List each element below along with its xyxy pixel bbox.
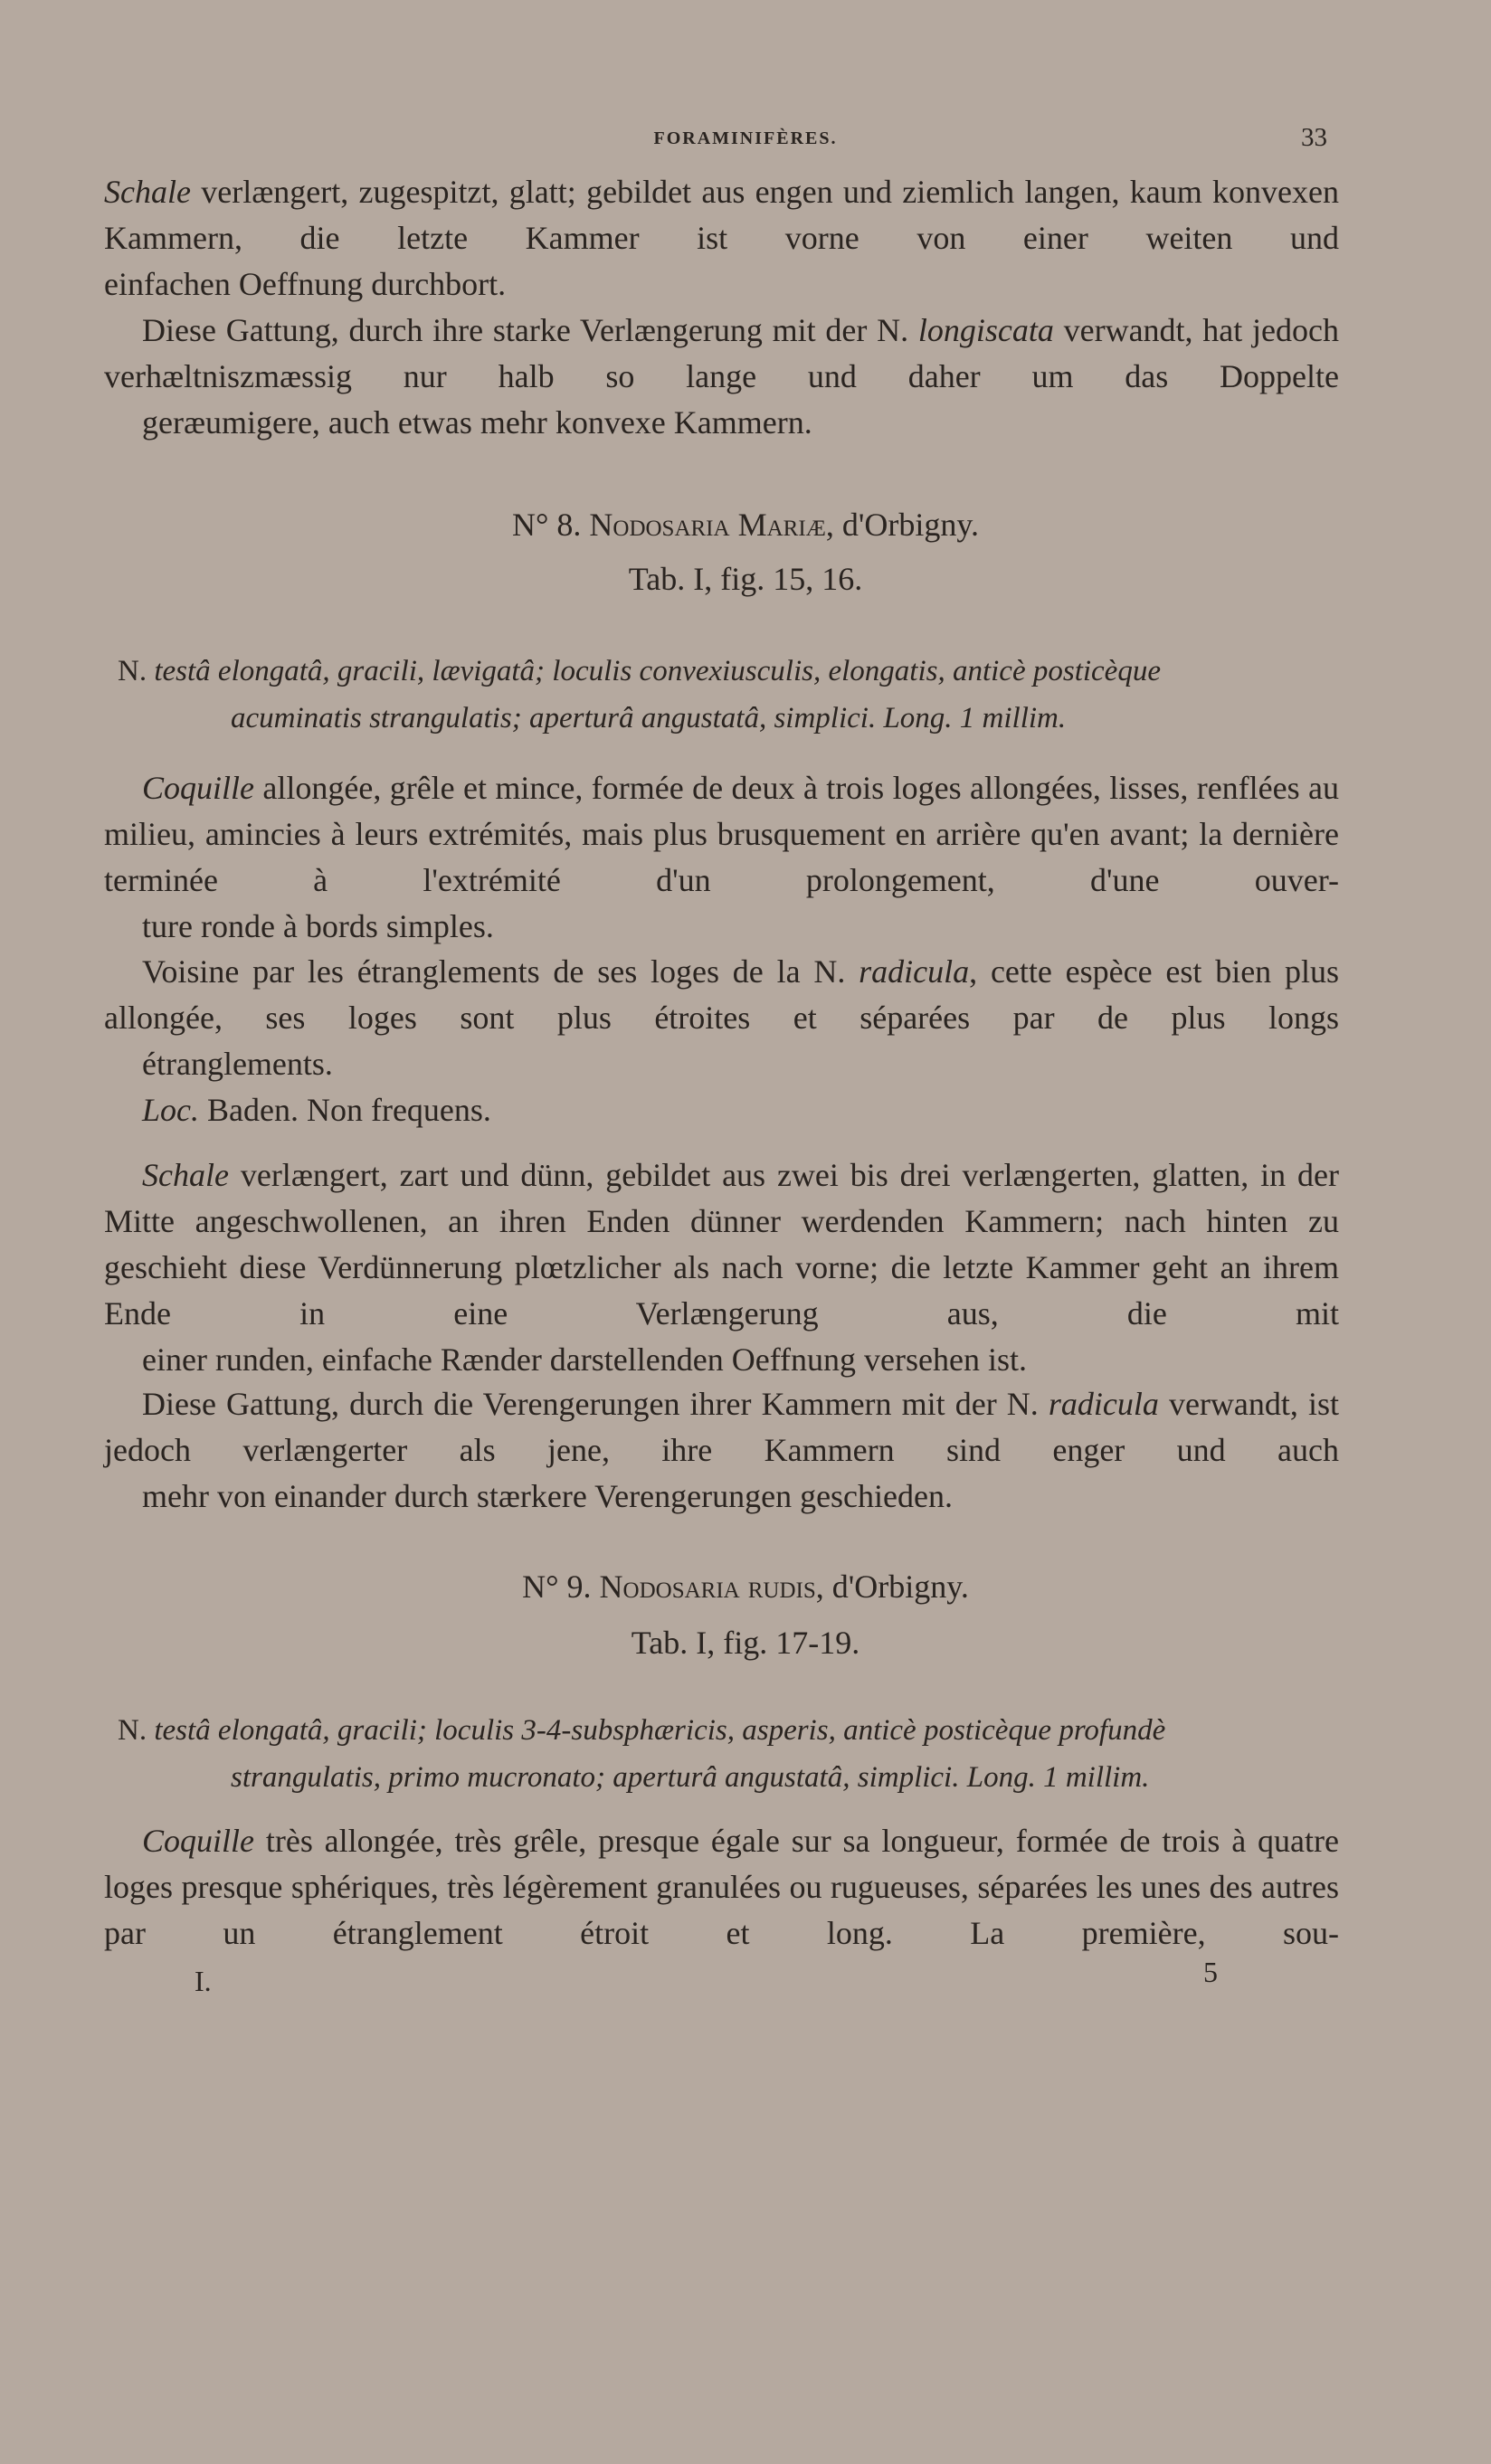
species-name: radicula bbox=[859, 953, 970, 990]
author-name: , d'Orbigny. bbox=[825, 507, 980, 543]
paragraph-last-line: einfachen Oeffnung durchbort. bbox=[104, 266, 507, 302]
locality-8 bbox=[104, 1087, 1339, 1133]
lead-word: Schale bbox=[142, 1157, 229, 1193]
paragraph-coquille-9 bbox=[104, 1818, 1339, 1957]
species-number: N° 8. bbox=[511, 507, 582, 543]
plate-reference-9: Tab. I, fig. 17-19. bbox=[631, 1625, 860, 1661]
locality-label: Loc. bbox=[142, 1092, 199, 1128]
paragraph-text: verwandt, ist jedoch verlængerter als jene, ihre Kammern sind enger und auch bbox=[104, 1386, 1339, 1468]
lead-word: Coquille bbox=[142, 1823, 254, 1859]
paragraph-schale-7 bbox=[104, 169, 1339, 308]
paragraph-text: très allongée, très grêle, presque égale sur sa longueur, formée de trois à quatre loges presque sphériques, très légèrement granulées ou rugueuses, séparées les unes des autres par un étranglement étroit et long. La première, sou- bbox=[104, 1823, 1339, 1951]
paragraph-text: verwandt, hat jedoch verhæltniszmæssig nur halb so lange und daher um das Doppelte bbox=[104, 312, 1339, 394]
paragraph-text: Diese Gattung, durch die Verengerungen ihrer Kammern mit der N. bbox=[142, 1386, 1049, 1422]
paragraph-last-line: einer runden, einfache Rænder darstellenden Oeffnung versehen ist. bbox=[142, 1341, 1027, 1378]
species-name: radicula bbox=[1048, 1386, 1159, 1422]
latin-line-1: testâ elongatâ, gracili, lævigatâ; loculis convexiusculis, elongatis, anticè posticèque bbox=[147, 655, 1161, 687]
paragraph-text: , cette espèce est bien plus allongée, ses loges sont plus étroites et séparées par de plus longs bbox=[104, 953, 1339, 1036]
genus-abbrev: N. bbox=[118, 1714, 147, 1747]
paragraph-text: verlængert, zart und dünn, gebildet aus zwei bis drei verlængerten, glatten, in der Mitte angeschwollenen, an ihren Enden dünner werdenden Kammern; nach hinten zu geschieht diese Verdünnerung plœtzlicher als nach vorne; die letzte Kammer geht an ihrem Ende in eine Verlængerung aus, die mit bbox=[104, 1157, 1339, 1332]
species-name: Mariæ bbox=[737, 507, 826, 543]
paragraph-last-line: ture ronde à bords simples. bbox=[142, 908, 494, 944]
paragraph-text: verlængert, zugespitzt, glatt; gebildet aus engen und ziemlich langen, kaum konvexen Kammern, die letzte Kammer ist vorne von einer weiten und bbox=[104, 174, 1339, 256]
running-header: FORAMINIFÈRES. bbox=[653, 128, 838, 148]
species-name: longiscata bbox=[917, 312, 1054, 348]
species-heading-8 bbox=[0, 500, 1491, 549]
species-name: rudis bbox=[747, 1568, 816, 1605]
genus-abbrev: N. bbox=[118, 655, 147, 687]
species-heading-9 bbox=[0, 1562, 1491, 1611]
author-name: , d'Orbigny. bbox=[815, 1568, 969, 1605]
paragraph-last-line: mehr von einander durch stærkere Verengerungen geschieden. bbox=[142, 1478, 953, 1514]
signature-number: 5 bbox=[1203, 1956, 1218, 1988]
plate-reference-8: Tab. I, fig. 15, 16. bbox=[628, 561, 863, 597]
latin-diagnosis-8 bbox=[118, 648, 1330, 742]
genus-name: Nodosaria bbox=[589, 507, 730, 543]
paragraph-coquille-8 bbox=[104, 765, 1339, 950]
paragraph-last-line: étranglements. bbox=[142, 1046, 333, 1082]
latin-line-2: acuminatis strangulatis; aperturâ angustatâ, simplici. Long. 1 millim. bbox=[231, 702, 1067, 734]
page-number: 33 bbox=[1301, 123, 1327, 152]
latin-diagnosis-9 bbox=[118, 1707, 1330, 1801]
latin-line-2: strangulatis, primo mucronato; aperturâ angustatâ, simplici. Long. 1 millim. bbox=[231, 1761, 1150, 1794]
signature-mark: I. bbox=[195, 1965, 212, 1997]
lead-word: Coquille bbox=[142, 770, 254, 806]
paragraph-diese-8 bbox=[104, 1381, 1339, 1520]
paragraph-schale-8 bbox=[104, 1152, 1339, 1383]
paragraph-text: Diese Gattung, durch ihre starke Verlængerung mit der N. bbox=[142, 312, 918, 348]
paragraph-text: Voisine par les étranglements de ses loges de la N. bbox=[142, 953, 859, 990]
species-number: N° 9. bbox=[522, 1568, 592, 1605]
paragraph-last-line: geræumigere, auch etwas mehr konvexe Kammern. bbox=[142, 404, 812, 441]
paragraph-diese-7 bbox=[104, 308, 1339, 446]
paragraph-text: allongée, grêle et mince, formée de deux à trois loges allongées, lisses, renflées au milieu, amincies à leurs extrémités, mais plus brusquement en arrière qu'en avant; la dernière terminée à l'extrémité d'un prolongement, d'une ouver- bbox=[104, 770, 1339, 898]
lead-word: Schale bbox=[104, 174, 191, 210]
genus-name: Nodosaria bbox=[599, 1568, 740, 1605]
paragraph-voisine-8 bbox=[104, 949, 1339, 1087]
latin-line-1: testâ elongatâ, gracili; loculis 3-4-subsphæricis, asperis, anticè posticèque profundè bbox=[147, 1714, 1166, 1747]
locality-text: Baden. Non frequens. bbox=[199, 1092, 491, 1128]
